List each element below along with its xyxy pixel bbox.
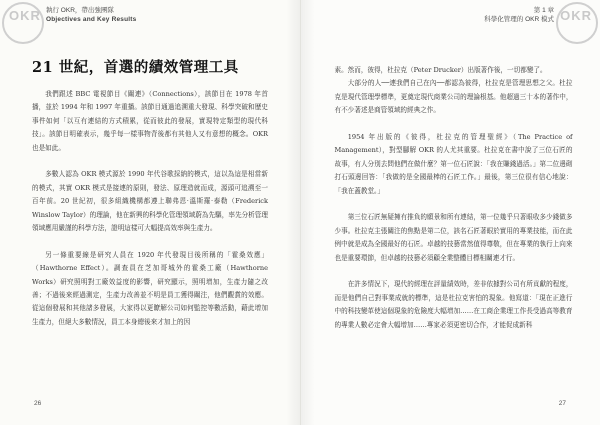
paragraph: 在許多情況下，現代的經理在評量績效時，差非依據對公司有所貢獻的程度，而是他們自己對事業成就的標準，這是杜拉克害怕的現象。他寫道：「現在正進行中的科技變革使這個現象的危險度大幅增加……在工商企業理工作長受過高等教育的專業人數必定會大幅增加……專家必須更密切合作，才能促成新科 — [334, 280, 573, 329]
paragraph: 多數人認為 OKR 模式源於 1990 年代谷歌採納的模式，這以為這是相當新的模式，其實 OKR 模式是接連的原則，發法、原理造就而成，源頭可追溯至一百年前。20 世紀初，很多組織機構都遵上聯弗恩·溫斯羅·泰勒（Frederick Winslow Taylor）的理論，他在新興的科學化管理領域蔚為先驅，率先分析管理領域應用嚴謹的科學方法，證明這樣可大幅提高效率與生產力。 — [32, 170, 268, 233]
gutter-shadow — [301, 0, 315, 425]
body-text — [32, 88, 268, 329]
paragraph: 我們跟述 BBC 電視節目《關連》（Connections），該節目在 1978 年首播，並於 1994 年和 1997 年重播。該節目通過追溯重大發現、科學突破和歷史事件如何「以互有連結的方式積累，從而彼此的發展，實現特定類型的現代科技」。該節目明確表示，幾乎每一樣事物背後都有其他人又有意想的概念。OKR 也是如此。 — [32, 90, 268, 152]
running-head-en: Objectives and Key Results — [46, 16, 137, 23]
okr-corner-mark: OKR — [560, 8, 592, 23]
paragraph: 另一條重要線是研究人員在 1920 年代發現目後所稱的「霍桑效應」（Hawthorne Effect）。調查員在芝加哥城外的霍桑工廠（Hawthorne Works）研究照明對工廠效益度的影響，研究顯示，照明增加，生產力隨之改善；不過後來經過測定，生產力改善並不明是員工獲得關注，他們觀賞的效應。從這個發展和其他諸多發展，大家得以更瞭解公司如何監控等數活動，藉此增加生產力，但絕大多數情況，員工本身總後來才加上的因 — [32, 250, 268, 326]
paragraph: 大部分的人──連我們自己在內──都認為彼得，杜拉克是管理思想之父。杜拉克是現代管理學標準，更奠定現代商業公司的理論根基。他超過三十本的著作中，有不少著述是商管領域的經典之作。 — [334, 79, 573, 115]
running-head-zh: 執行 OKR，帶出強團隊 — [46, 7, 114, 14]
chapter-title: 科學化管理的 OKR 模式 — [484, 16, 554, 23]
paragraph: 第三位石匠無疑擁有推負的願景和所有連結，第一位幾乎只著眼收多少錢做多少事。杜拉克主張關注的焦點是第二位，該名石匠著眼於實用的專業技能，而在此例中就是成為全國最好的石匠。卓越的技藝當然值得尊敬，但在專業的執行上向來也是重要環節，但卓越的技藝必須顧全業整體目標相關連才行。 — [334, 213, 573, 262]
gutter-shadow — [286, 0, 300, 425]
chapter-head — [484, 6, 554, 24]
section-title: 21 世紀，首選的績效管理工具 — [32, 59, 239, 76]
body-text — [335, 64, 573, 332]
chapter-label: 第 1 章 — [533, 7, 554, 14]
running-head — [46, 6, 136, 24]
page-number: 26 — [34, 400, 42, 407]
page-number: 27 — [558, 400, 566, 407]
okr-corner-mark: OKR — [9, 8, 41, 23]
paragraph: 素。然而，彼得，杜拉克（Peter Drucker）出版著作後，一切都變了。 — [334, 66, 547, 74]
paragraph: 1954 年出版的《彼得，杜拉克的管理聖經》（The Practice of Management），對型腳解 OKR 的人尤其重要。杜拉克在書中說了三位石匠的故事，有人分別去問他們在做什麼？第一位石匠說：「我在賺錢過活。」第二位邊砌打石頭邊回答：「我做的是全國最棒的石匠工作。」最後，第三位很有信心地說：「我在蓋教堂。」 — [334, 133, 573, 195]
right-page — [301, 0, 600, 425]
